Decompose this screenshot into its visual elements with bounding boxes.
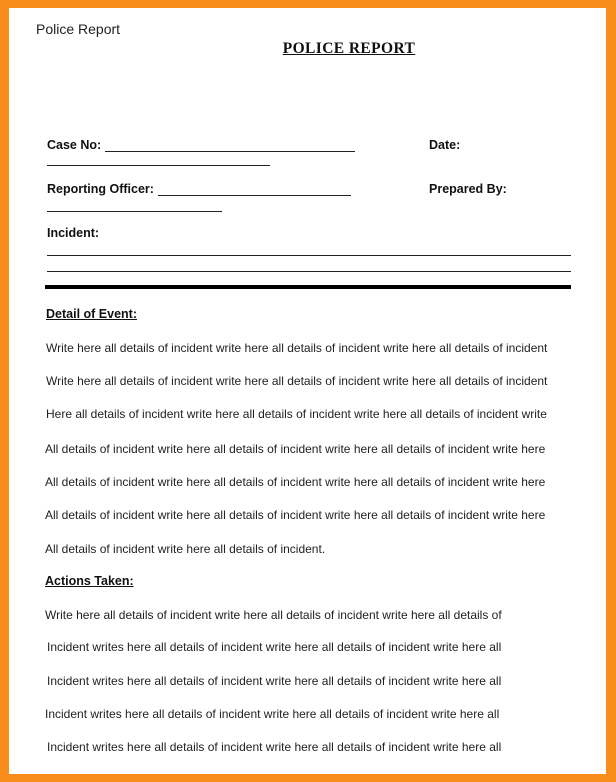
case-no-line	[105, 151, 355, 152]
case-no-line-continued	[47, 165, 270, 166]
document-label: Police Report	[36, 21, 121, 37]
detail-line: Write here all details of incident write here all details of incident write here all details of incident	[46, 374, 548, 388]
document-page	[9, 8, 606, 774]
detail-line: Write here all details of incident write here all details of incident write here all details of incident	[46, 341, 548, 355]
incident-label: Incident:	[47, 226, 100, 240]
incident-line-1	[47, 255, 571, 256]
action-line: Incident writes here all details of incident write here all details of incident write here all	[47, 640, 502, 654]
detail-of-event-heading: Detail of Event:	[46, 307, 137, 321]
detail-line: Here all details of incident write here all details of incident write here all details of incident write	[46, 407, 547, 421]
section-divider	[45, 285, 571, 289]
prepared-by-label: Prepared By:	[429, 182, 507, 196]
actions-taken-heading: Actions Taken:	[45, 574, 134, 588]
action-line: Write here all details of incident write here all details of incident write here all details of	[45, 608, 502, 622]
detail-line: All details of incident write here all details of incident write here all details of incident write here	[45, 508, 546, 522]
date-label: Date:	[429, 138, 461, 152]
reporting-officer-line-continued	[47, 211, 222, 212]
case-no-label: Case No:	[47, 138, 102, 152]
detail-line: All details of incident write here all details of incident.	[45, 542, 326, 556]
reporting-officer-line	[158, 195, 351, 196]
action-line: Incident writes here all details of incident write here all details of incident write here all	[45, 707, 500, 721]
detail-line: All details of incident write here all details of incident write here all details of incident write here	[45, 475, 546, 489]
reporting-officer-label: Reporting Officer:	[47, 182, 154, 196]
action-line: Incident writes here all details of incident write here all details of incident write here all	[47, 674, 502, 688]
action-line: Incident writes here all details of incident write here all details of incident write here all	[47, 740, 502, 754]
page-title: POLICE REPORT	[282, 40, 416, 57]
incident-line-2	[47, 271, 571, 272]
detail-line: All details of incident write here all details of incident write here all details of incident write here	[45, 442, 546, 456]
